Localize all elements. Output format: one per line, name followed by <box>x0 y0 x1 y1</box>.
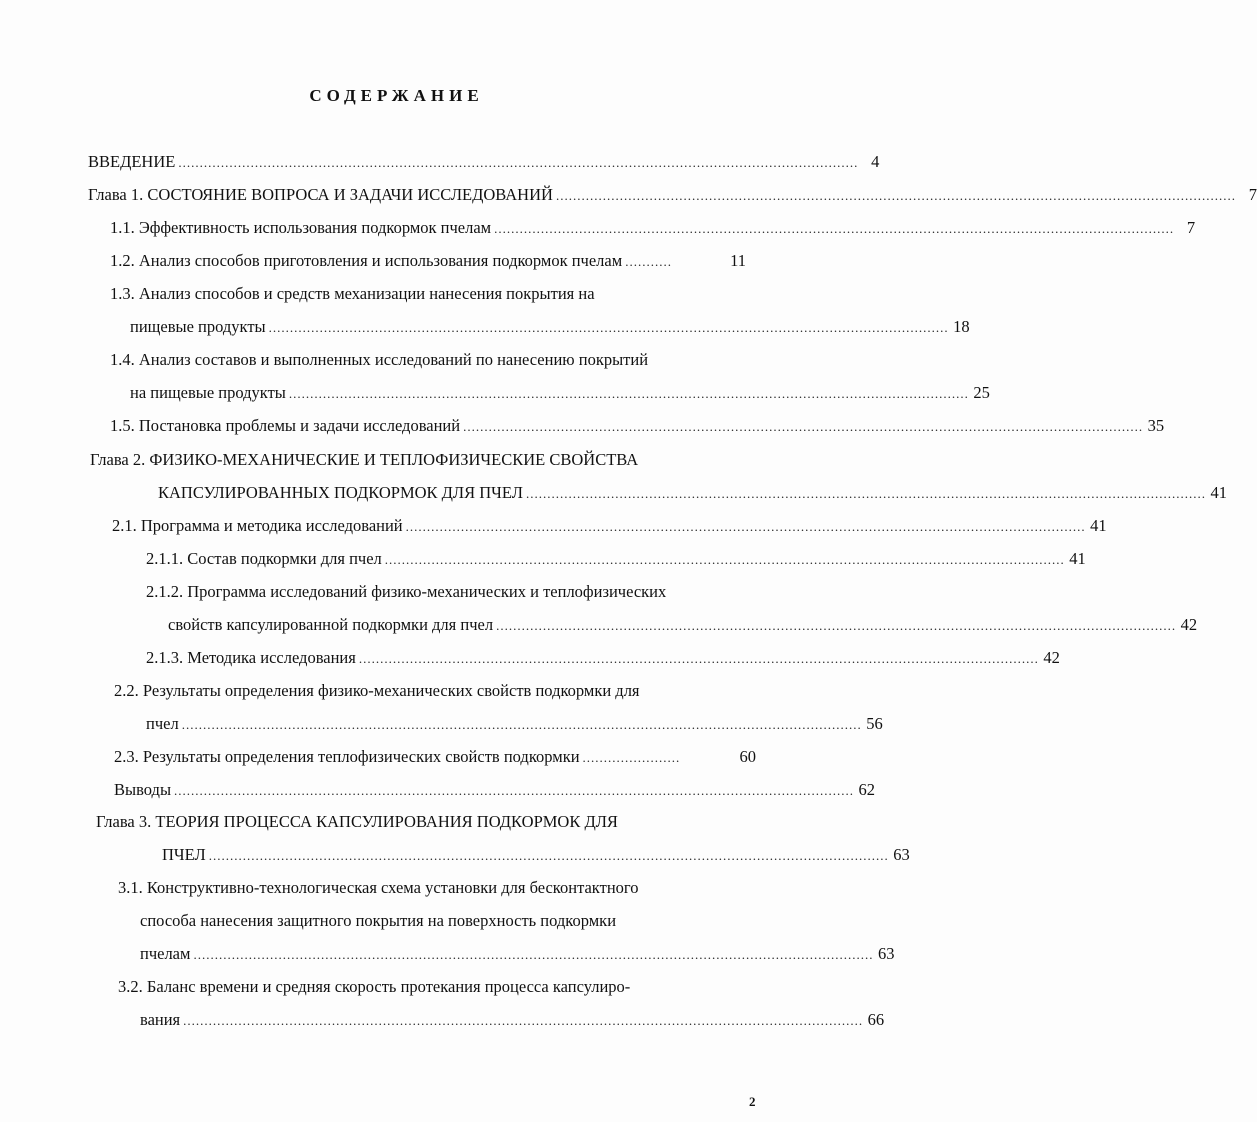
toc-entry-3-2-line1 <box>118 977 630 999</box>
toc-entry-text: 3.1. Конструктивно-технологическая схема установки для бесконтактного <box>118 878 639 897</box>
toc-entry-page: 63 <box>877 944 895 963</box>
toc-entry-2-1-2-line1 <box>146 582 666 604</box>
toc-entry-1-3 <box>130 317 970 339</box>
dot-leader: ................................................................................................................................................................ <box>181 717 862 732</box>
toc-entry-2-2-line1 <box>114 681 640 703</box>
toc-entry-text: 2.2. Результаты определения физико-механических свойств подкормки для <box>114 681 640 700</box>
dot-leader: ................................................................................................................................................................ <box>384 552 1065 567</box>
toc-entry-text: 2.1. Программа и методика исследований <box>112 516 403 535</box>
toc-entry-text: вания <box>140 1010 181 1029</box>
dot-leader: ................................................................................................................................................................ <box>494 221 1175 236</box>
toc-entry-1-5 <box>110 416 1165 438</box>
toc-entry-conclusions <box>114 780 876 802</box>
toc-entry-2-3 <box>114 747 756 769</box>
toc-entry-1-3-line1 <box>110 284 595 306</box>
toc-entry-page: 60 <box>739 747 756 766</box>
toc-entry-chapter-2-line1 <box>90 450 638 472</box>
dot-leader: ........... <box>625 254 672 269</box>
toc-entry-page: 25 <box>973 383 990 402</box>
toc-entry-page: 7 <box>1186 218 1196 237</box>
toc-entry-chapter-1 <box>88 185 1257 207</box>
toc-entry-2-1-1 <box>146 549 1086 571</box>
toc-entry-text: ВВЕДЕНИЕ <box>88 152 176 171</box>
dot-leader: ................................................................................................................................................................ <box>268 320 949 335</box>
toc-entry-2-2 <box>146 714 883 736</box>
toc-entry-2-1-2 <box>168 615 1198 637</box>
toc-entry-page: 41 <box>1210 483 1227 502</box>
toc-entry-1-2 <box>110 251 746 273</box>
toc-entry-page: 42 <box>1180 615 1198 634</box>
toc-entry-text: 2.1.2. Программа исследований физико-механических и теплофизических <box>146 582 667 601</box>
toc-entry-2-1 <box>112 516 1107 538</box>
toc-entry-page: 42 <box>1043 648 1060 667</box>
toc-entry-text: 2.3. Результаты определения теплофизических свойств подкормки <box>114 747 580 766</box>
dot-leader: ................................................................................................................................................................ <box>178 155 859 170</box>
dot-leader: ....................... <box>582 750 681 765</box>
toc-entry-chapter-3 <box>162 845 910 867</box>
toc-entry-page: 66 <box>867 1010 885 1029</box>
toc-entry-text: Глава 3. ТЕОРИЯ ПРОЦЕССА КАПСУЛИРОВАНИЯ ПОДКОРМОК ДЛЯ <box>96 812 618 831</box>
toc-entry-text: 1.4. Анализ составов и выполненных исследований по нанесению покрытий <box>110 350 649 369</box>
dot-leader: ................................................................................................................................................................ <box>358 651 1039 666</box>
dot-leader: ................................................................................................................................................................ <box>288 386 969 401</box>
dot-leader: ................................................................................................................................................................ <box>405 519 1086 534</box>
toc-entry-text: способа нанесения защитного покрытия на поверхность подкормки <box>140 911 617 930</box>
dot-leader: ................................................................................................................................................................ <box>174 783 855 798</box>
dot-leader: ................................................................................................................................................................ <box>193 947 874 962</box>
toc-entry-page: 41 <box>1090 516 1107 535</box>
toc-entry-text: Глава 2. ФИЗИКО-МЕХАНИЧЕСКИЕ И ТЕПЛОФИЗИЧЕСКИЕ СВОЙСТВА <box>90 450 639 469</box>
toc-entry-text: пчелам <box>140 944 191 963</box>
toc-entry-text: 2.1.3. Методика исследования <box>146 648 356 667</box>
toc-entry-1-4-line1 <box>110 350 648 372</box>
toc-entry-text: 1.2. Анализ способов приготовления и использования подкормок пчелам <box>110 251 623 270</box>
toc-entry-page: 18 <box>953 317 970 336</box>
toc-entry-3-1 <box>140 944 895 966</box>
toc-entry-text: на пищевые продукты <box>130 383 286 402</box>
toc-entry-page: 35 <box>1147 416 1165 435</box>
page-title: СОДЕРЖАНИЕ <box>309 86 484 105</box>
toc-entry-chapter-3-line1 <box>96 812 618 834</box>
toc-entry-page: 62 <box>858 780 876 799</box>
toc-entry-text: свойств капсулированной подкормки для пчел <box>168 615 494 634</box>
toc-entry-text: 1.3. Анализ способов и средств механизации нанесения покрытия на <box>110 284 595 303</box>
toc-entry-page: 4 <box>871 152 880 171</box>
toc-entry-1-4 <box>130 383 990 405</box>
dot-leader: ................................................................................................................................................................ <box>208 848 889 863</box>
toc-entry-page: 63 <box>893 845 910 864</box>
toc-entry-text: КАПСУЛИРОВАННЫХ ПОДКОРМОК ДЛЯ ПЧЕЛ <box>158 483 523 502</box>
toc-entry-3-1-line1 <box>118 878 639 900</box>
page-number: 2 <box>749 1094 756 1109</box>
dot-leader: ................................................................................................................................................................ <box>555 188 1236 203</box>
toc-entry-text: 1.1. Эффективность использования подкормок пчелам <box>110 218 492 237</box>
toc-entry-text: 1.5. Постановка проблемы и задачи исследований <box>110 416 461 435</box>
toc-entry-3-1-line2 <box>140 911 616 933</box>
toc-entry-2-1-3 <box>146 648 1060 670</box>
toc-entry-page: 11 <box>730 251 746 270</box>
toc-entry-page: 7 <box>1248 185 1257 204</box>
toc-entry-text: пищевые продукты <box>130 317 266 336</box>
dot-leader: ................................................................................................................................................................ <box>463 419 1144 434</box>
toc-entry-text: пчел <box>146 714 179 733</box>
dot-leader: ................................................................................................................................................................ <box>496 618 1177 633</box>
toc-entry-3-2 <box>140 1010 885 1032</box>
toc-entry-text: ПЧЕЛ <box>162 845 206 864</box>
toc-entry-page: 41 <box>1069 549 1086 568</box>
toc-entry-chapter-2 <box>158 483 1227 505</box>
toc-entry-1-1 <box>110 218 1196 240</box>
toc-entry-text: 3.2. Баланс времени и средняя скорость протекания процесса капсулиро- <box>118 977 631 996</box>
toc-entry-text: Выводы <box>114 780 172 799</box>
dot-leader: ................................................................................................................................................................ <box>183 1013 864 1028</box>
toc-entry-text: 2.1.1. Состав подкормки для пчел <box>146 549 382 568</box>
dot-leader: ................................................................................................................................................................ <box>525 486 1206 501</box>
toc-entry-text: Глава 1. СОСТОЯНИЕ ВОПРОСА И ЗАДАЧИ ИССЛЕДОВАНИЙ <box>88 185 553 204</box>
toc-entry-page: 56 <box>866 714 883 733</box>
toc-entry-introduction <box>88 152 880 174</box>
